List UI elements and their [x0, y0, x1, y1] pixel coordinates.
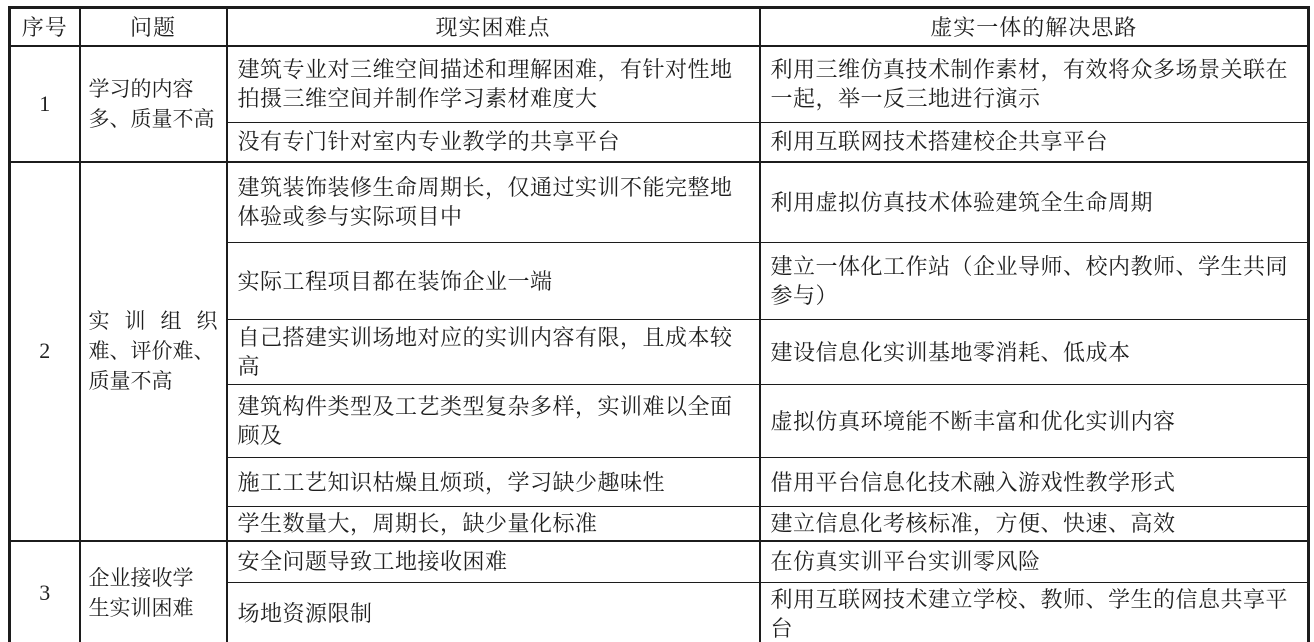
serial-number-cell: 1 — [10, 46, 80, 162]
solution-cell: 虚拟仿真环境能不断丰富和优化实训内容 — [760, 385, 1309, 458]
solution-cell: 利用虚拟仿真技术体验建筑全生命周期 — [760, 162, 1309, 243]
col-header-solution: 虚实一体的解决思路 — [760, 8, 1309, 46]
problem-cell — [80, 46, 227, 162]
solution-cell: 借用平台信息化技术融入游戏性教学形式 — [760, 458, 1309, 507]
difficulty-cell: 建筑构件类型及工艺类型复杂多样，实训难以全面顾及 — [227, 385, 760, 458]
solution-cell: 在仿真实训平台实训零风险 — [760, 541, 1309, 582]
serial-number-cell: 2 — [10, 162, 80, 542]
problem-line: 企业接收学 — [88, 566, 194, 591]
problem-line: 实训组织 — [88, 309, 218, 334]
solution-cell: 建立信息化考核标准，方便、快速、高效 — [760, 507, 1309, 542]
difficulty-cell: 没有专门针对室内专业教学的共享平台 — [227, 123, 760, 162]
solution-cell: 利用互联网技术建立学校、教师、学生的信息共享平台 — [760, 582, 1309, 642]
difficulty-cell: 场地资源限制 — [227, 582, 760, 642]
difficulty-cell: 实际工程项目都在装饰企业一端 — [227, 243, 760, 320]
solution-cell: 利用互联网技术搭建校企共享平台 — [760, 123, 1309, 162]
table-row — [10, 162, 1309, 243]
solution-cell: 建设信息化实训基地零消耗、低成本 — [760, 320, 1309, 385]
difficulty-cell: 建筑装饰装修生命周期长，仅通过实训不能完整地体验或参与实际项目中 — [227, 162, 760, 243]
table-row — [10, 46, 1309, 123]
difficulties-solutions-table — [8, 6, 1310, 642]
problem-cell — [80, 541, 227, 642]
difficulty-cell: 建筑专业对三维空间描述和理解困难，有针对性地拍摄三维空间并制作学习素材难度大 — [227, 46, 760, 123]
problem-line: 多、质量不高 — [88, 106, 215, 131]
solution-cell: 建立一体化工作站（企业导师、校内教师、学生共同参与） — [760, 243, 1309, 320]
difficulty-cell: 施工工艺知识枯燥且烦琐，学习缺少趣味性 — [227, 458, 760, 507]
difficulty-cell: 自己搭建实训场地对应的实训内容有限，且成本较高 — [227, 320, 760, 385]
serial-number-cell: 3 — [10, 541, 80, 642]
solution-cell: 利用三维仿真技术制作素材，有效将众多场景关联在一起，举一反三地进行演示 — [760, 46, 1309, 123]
difficulty-cell: 安全问题导致工地接收困难 — [227, 541, 760, 582]
problem-line: 难、评价难、 — [88, 339, 215, 364]
problem-line: 学习的内容 — [88, 76, 194, 101]
difficulty-cell: 学生数量大，周期长，缺少量化标准 — [227, 507, 760, 542]
problem-line: 生实训困难 — [88, 596, 194, 621]
table-header-row — [10, 8, 1309, 46]
problem-cell — [80, 162, 227, 542]
table-row — [10, 541, 1309, 582]
col-header-problem: 问题 — [80, 8, 227, 46]
col-header-difficulty: 现实困难点 — [227, 8, 760, 46]
problem-line: 质量不高 — [88, 369, 173, 394]
col-header-serial: 序号 — [10, 8, 80, 46]
